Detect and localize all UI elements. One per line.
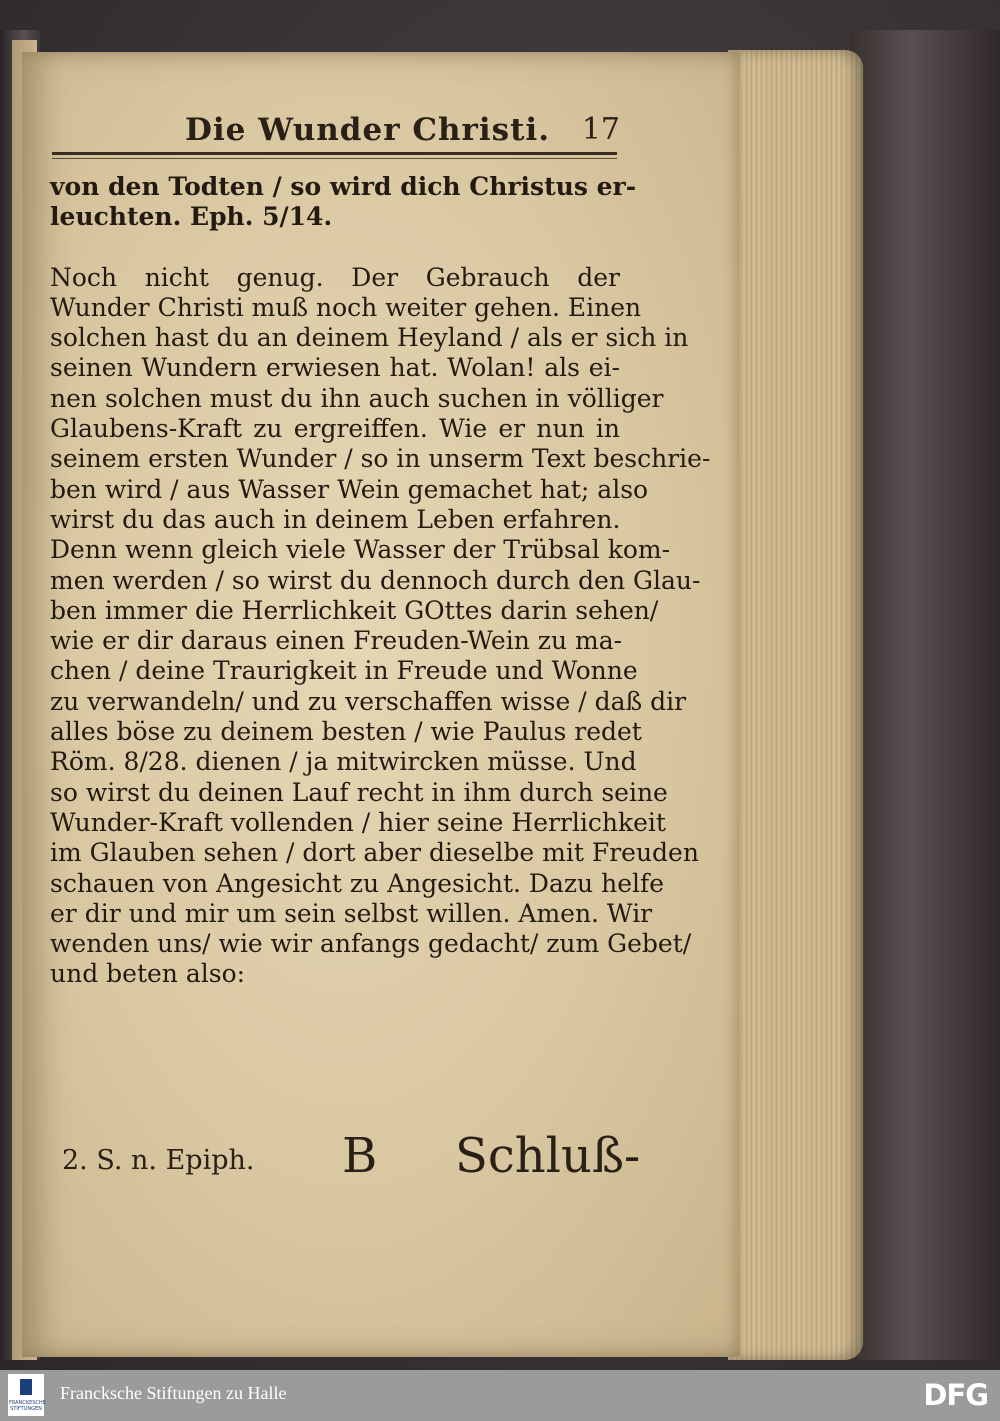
header-rule	[52, 152, 617, 155]
page-block-edges	[728, 50, 863, 1360]
logo-text: FRANCKESCHE STIFTUNGEN	[9, 1400, 46, 1412]
running-header	[60, 112, 620, 152]
text-line: chen / deine Traurigkeit in Freude und Wonne	[50, 656, 638, 686]
text-line: ben wird / aus Wasser Wein gemachet hat; also	[50, 474, 649, 504]
text-line: Wunder Christi muß noch weiter gehen. Einen	[50, 292, 642, 322]
text-line: Wunder-Kraft vollenden / hier seine Herrlichkeit	[50, 807, 666, 837]
text-line: solchen hast du an deinem Heyland / als er sich in	[50, 323, 689, 353]
text-line: schauen von Angesicht zu Angesicht. Dazu helfe	[50, 868, 665, 898]
institution-name[interactable]: Francksche Stiftungen zu Halle	[60, 1383, 287, 1403]
text-line: leuchten. Eph. 5/14.	[50, 202, 333, 232]
signature-mark: B	[342, 1128, 378, 1184]
dfg-logo[interactable]: DFG	[923, 1378, 988, 1412]
text-line: Denn wenn gleich viele Wasser der Trübsal kom-	[50, 535, 671, 565]
text-line: im Glauben sehen / dort aber dieselbe mit Freuden	[50, 838, 699, 868]
text-line: seinem ersten Wunder / so in unserm Text beschrie-	[50, 444, 711, 474]
text-line: Glaubens-Kraft zu ergreiffen. Wie er nun in	[50, 414, 620, 444]
text-line: zu verwandeln/ und zu verschaffen wisse / daß dir	[50, 686, 687, 716]
paragraph-gap	[50, 233, 620, 263]
institution-logo[interactable]	[8, 1374, 44, 1416]
page-number: 17	[581, 112, 620, 147]
header-rule-thin	[52, 158, 617, 159]
text-line: alles böse zu deinem besten / wie Paulus redet	[50, 717, 642, 747]
running-title: Die Wunder Christi.	[185, 112, 550, 148]
catchword: Schluß-	[455, 1128, 641, 1184]
book-cover-right	[850, 30, 1000, 1360]
text-line: wirst du das auch in deinem Leben erfahren.	[50, 504, 621, 534]
text-line: nen solchen must du ihn auch suchen in völliger	[50, 383, 664, 413]
building-icon	[20, 1379, 32, 1395]
footer-bar	[0, 1370, 1000, 1421]
text-line: so wirst du deinen Lauf recht in ihm durch seine	[50, 777, 668, 807]
text-line: und beten also:	[50, 959, 246, 989]
text-line: wie er dir daraus einen Freuden-Wein zu ma-	[50, 626, 623, 656]
text-line: ben immer die Herrlichkeit GOttes darin sehen/	[50, 595, 659, 625]
signature-line: 2. S. n. Epiph.	[62, 1145, 255, 1176]
text-line: Noch nicht genug. Der Gebrauch der	[50, 262, 620, 292]
text-line: men werden / so wirst du dennoch durch den Glau-	[50, 565, 701, 595]
text-line: von den Todten / so wird dich Christus er-	[50, 172, 637, 201]
text-line: seinen Wundern erwiesen hat. Wolan! als ei-	[50, 353, 620, 383]
text-line: wenden uns/ wie wir anfangs gedacht/ zum Gebet/	[50, 929, 692, 959]
body-text	[50, 172, 711, 990]
text-line: er dir und mir um sein selbst willen. Amen. Wir	[50, 898, 653, 928]
text-line: Röm. 8/28. dienen / ja mitwircken müsse. Und	[50, 747, 637, 777]
